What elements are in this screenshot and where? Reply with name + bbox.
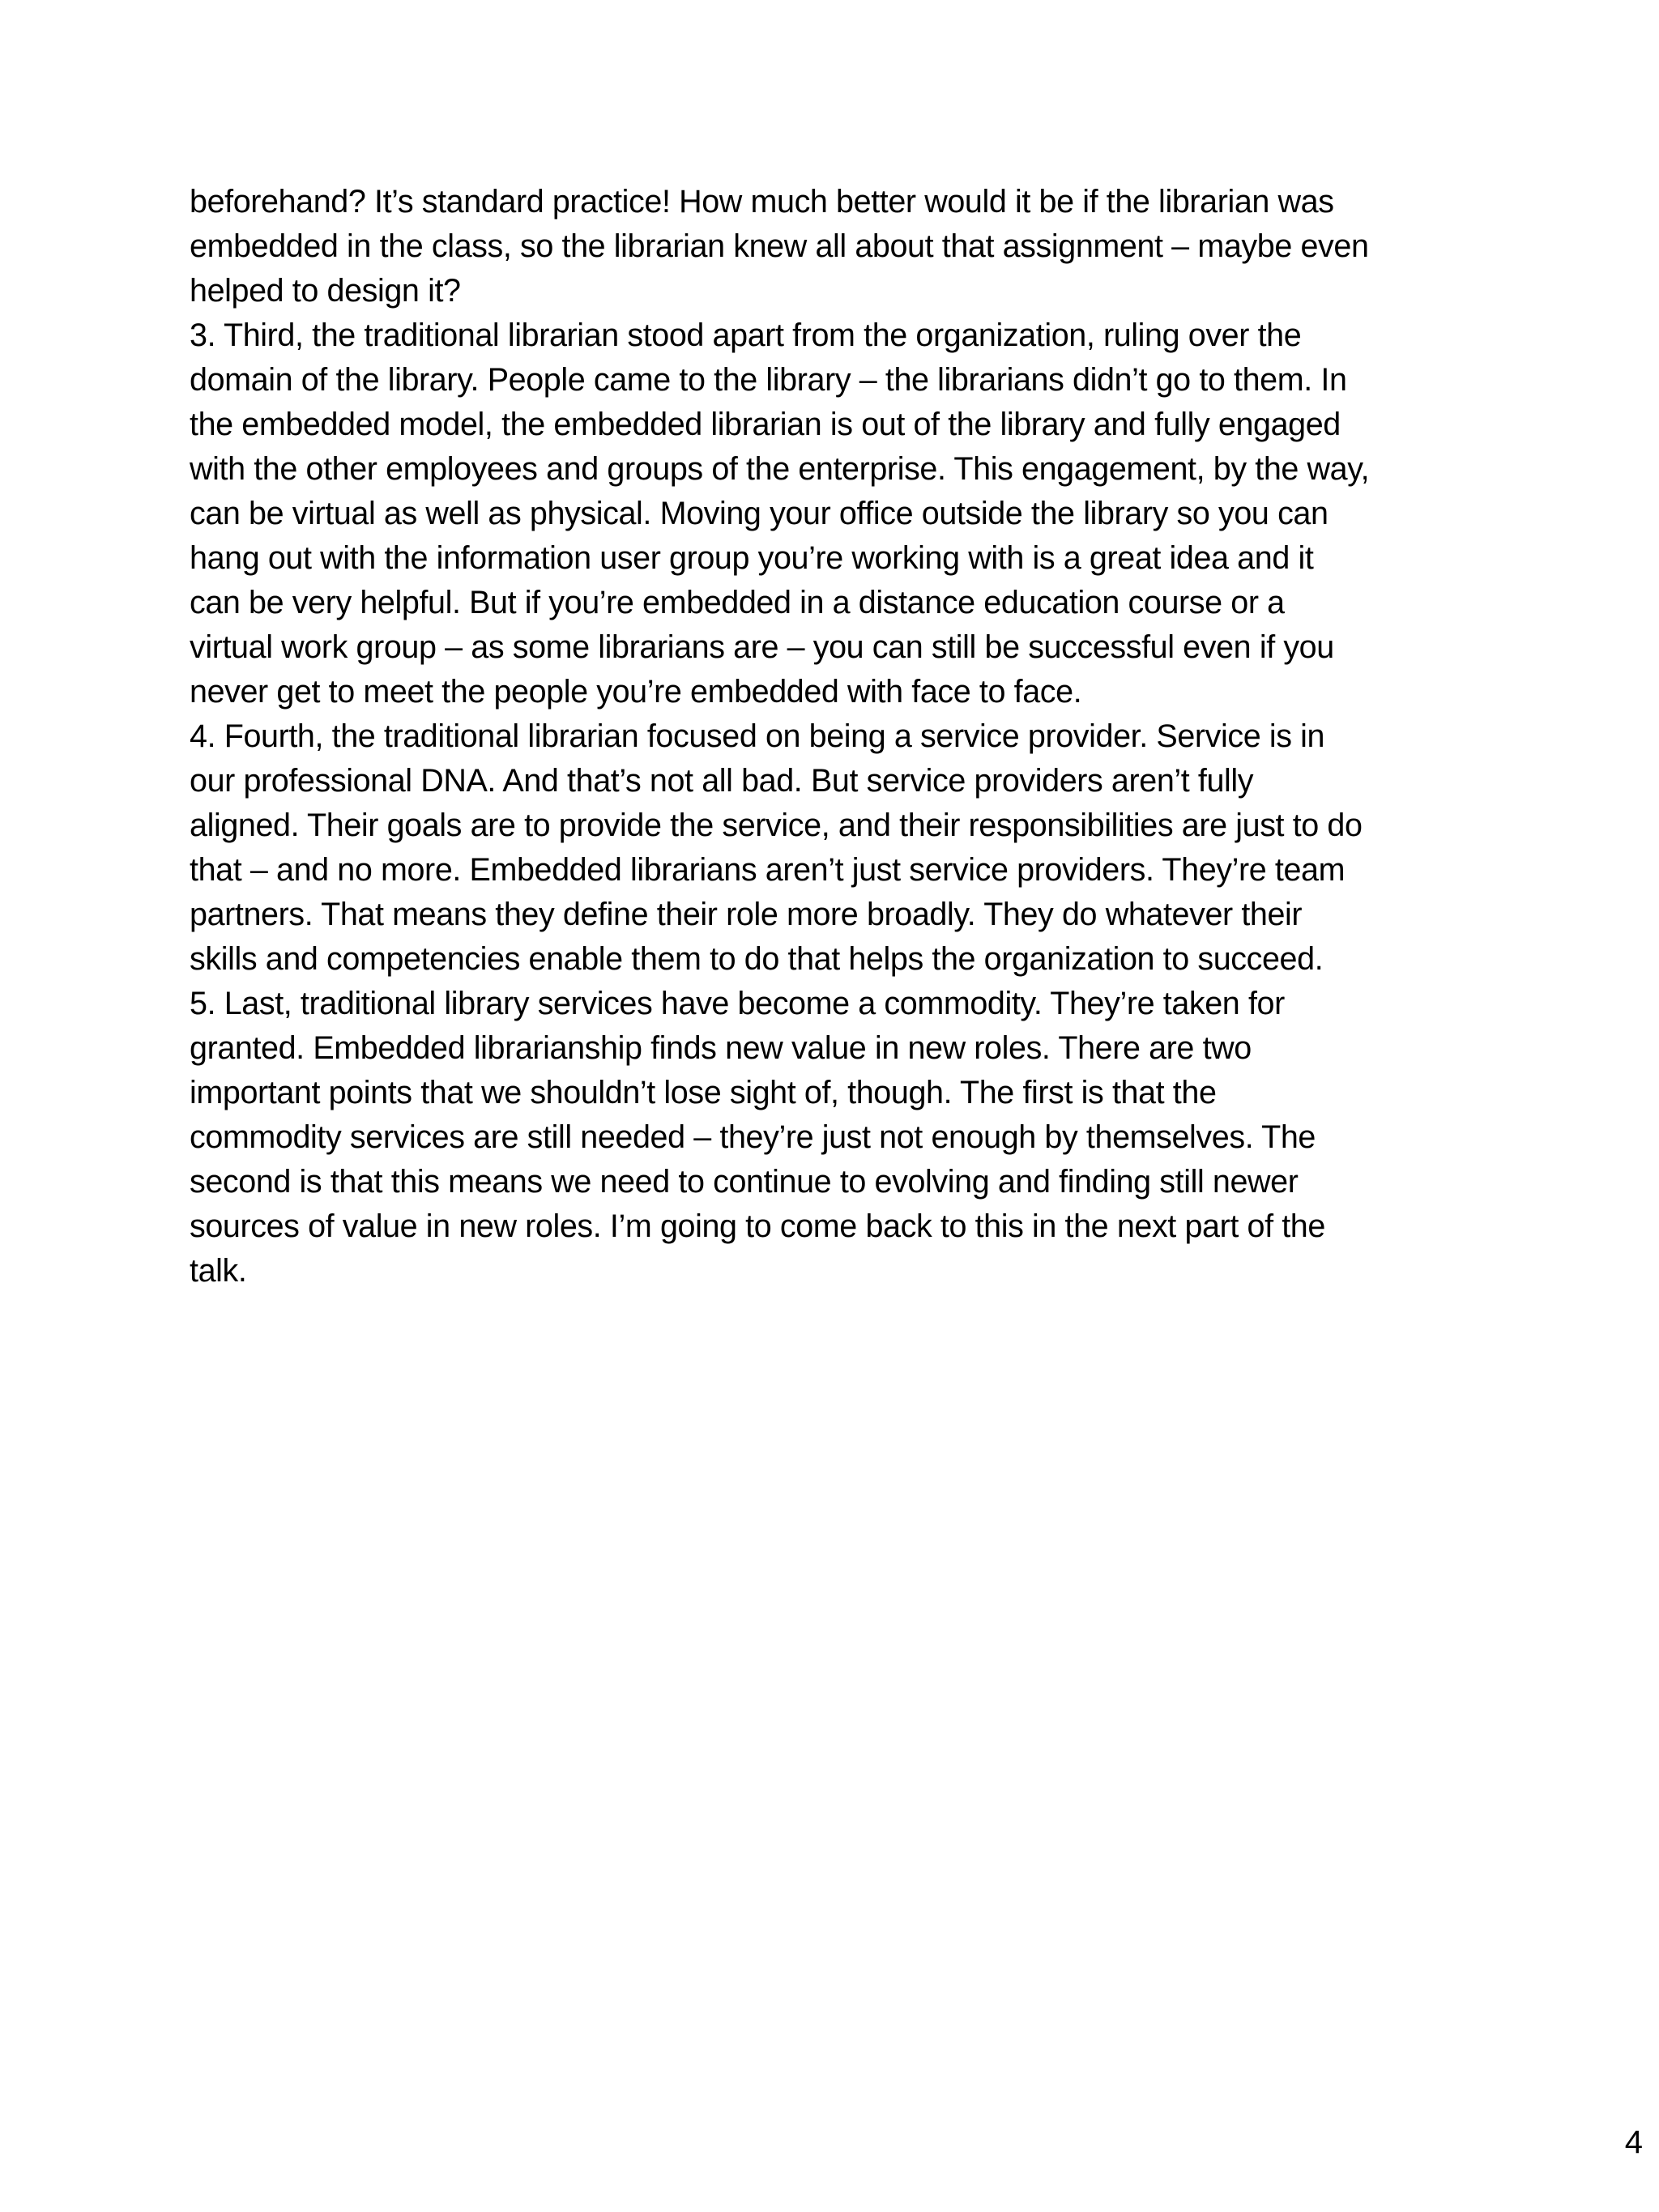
text-line: beforehand? It’s standard practice! How much better would it be if the librarian was — [190, 184, 1334, 219]
text-line: can be very helpful. But if you’re embedded in a distance education course or a — [190, 585, 1285, 620]
body-text — [190, 180, 1502, 1294]
text-line: second is that this means we need to continue to evolving and finding still newer — [190, 1164, 1299, 1200]
text-line: granted. Embedded librarianship finds new value in new roles. There are two — [190, 1030, 1252, 1066]
text-line: commodity services are still needed – they’re just not enough by themselves. The — [190, 1119, 1316, 1155]
text-line: partners. That means they define their role more broadly. They do whatever their — [190, 897, 1303, 932]
text-line: important points that we shouldn’t lose sight of, though. The first is that the — [190, 1075, 1217, 1110]
text-line: helped to design it? — [190, 273, 461, 309]
text-line: sources of value in new roles. I’m going to come back to this in the next part of the — [190, 1208, 1325, 1244]
text-line: the embedded model, the embedded librarian is out of the library and fully engaged — [190, 407, 1341, 442]
text-line: never get to meet the people you’re embedded with face to face. — [190, 674, 1082, 710]
text-line: 3. Third, the traditional librarian stood apart from the organization, ruling over the — [190, 318, 1302, 353]
text-line: our professional DNA. And that’s not all bad. But service providers aren’t fully — [190, 763, 1254, 799]
text-line: embedded in the class, so the librarian knew all about that assignment – maybe even — [190, 228, 1369, 264]
text-line: hang out with the information user group you’re working with is a great idea and it — [190, 540, 1314, 576]
text-line: 4. Fourth, the traditional librarian focused on being a service provider. Service is in — [190, 718, 1325, 754]
text-line: 5. Last, traditional library services have become a commodity. They’re taken for — [190, 986, 1285, 1021]
page-number: 4 — [1624, 2125, 1643, 2160]
text-line: virtual work group – as some librarians are – you can still be successful even if you — [190, 629, 1334, 665]
text-line: can be virtual as well as physical. Moving your office outside the library so you can — [190, 496, 1328, 531]
text-line: aligned. Their goals are to provide the service, and their responsibilities are just to do — [190, 808, 1363, 843]
text-line: domain of the library. People came to the library – the librarians didn’t go to them. In — [190, 362, 1347, 398]
text-line: with the other employees and groups of the enterprise. This engagement, by the way, — [190, 451, 1370, 487]
text-line: that – and no more. Embedded librarians aren’t just service providers. They’re team — [190, 852, 1346, 888]
text-line: talk. — [190, 1253, 247, 1289]
text-line: skills and competencies enable them to do that helps the organization to succeed. — [190, 941, 1324, 977]
